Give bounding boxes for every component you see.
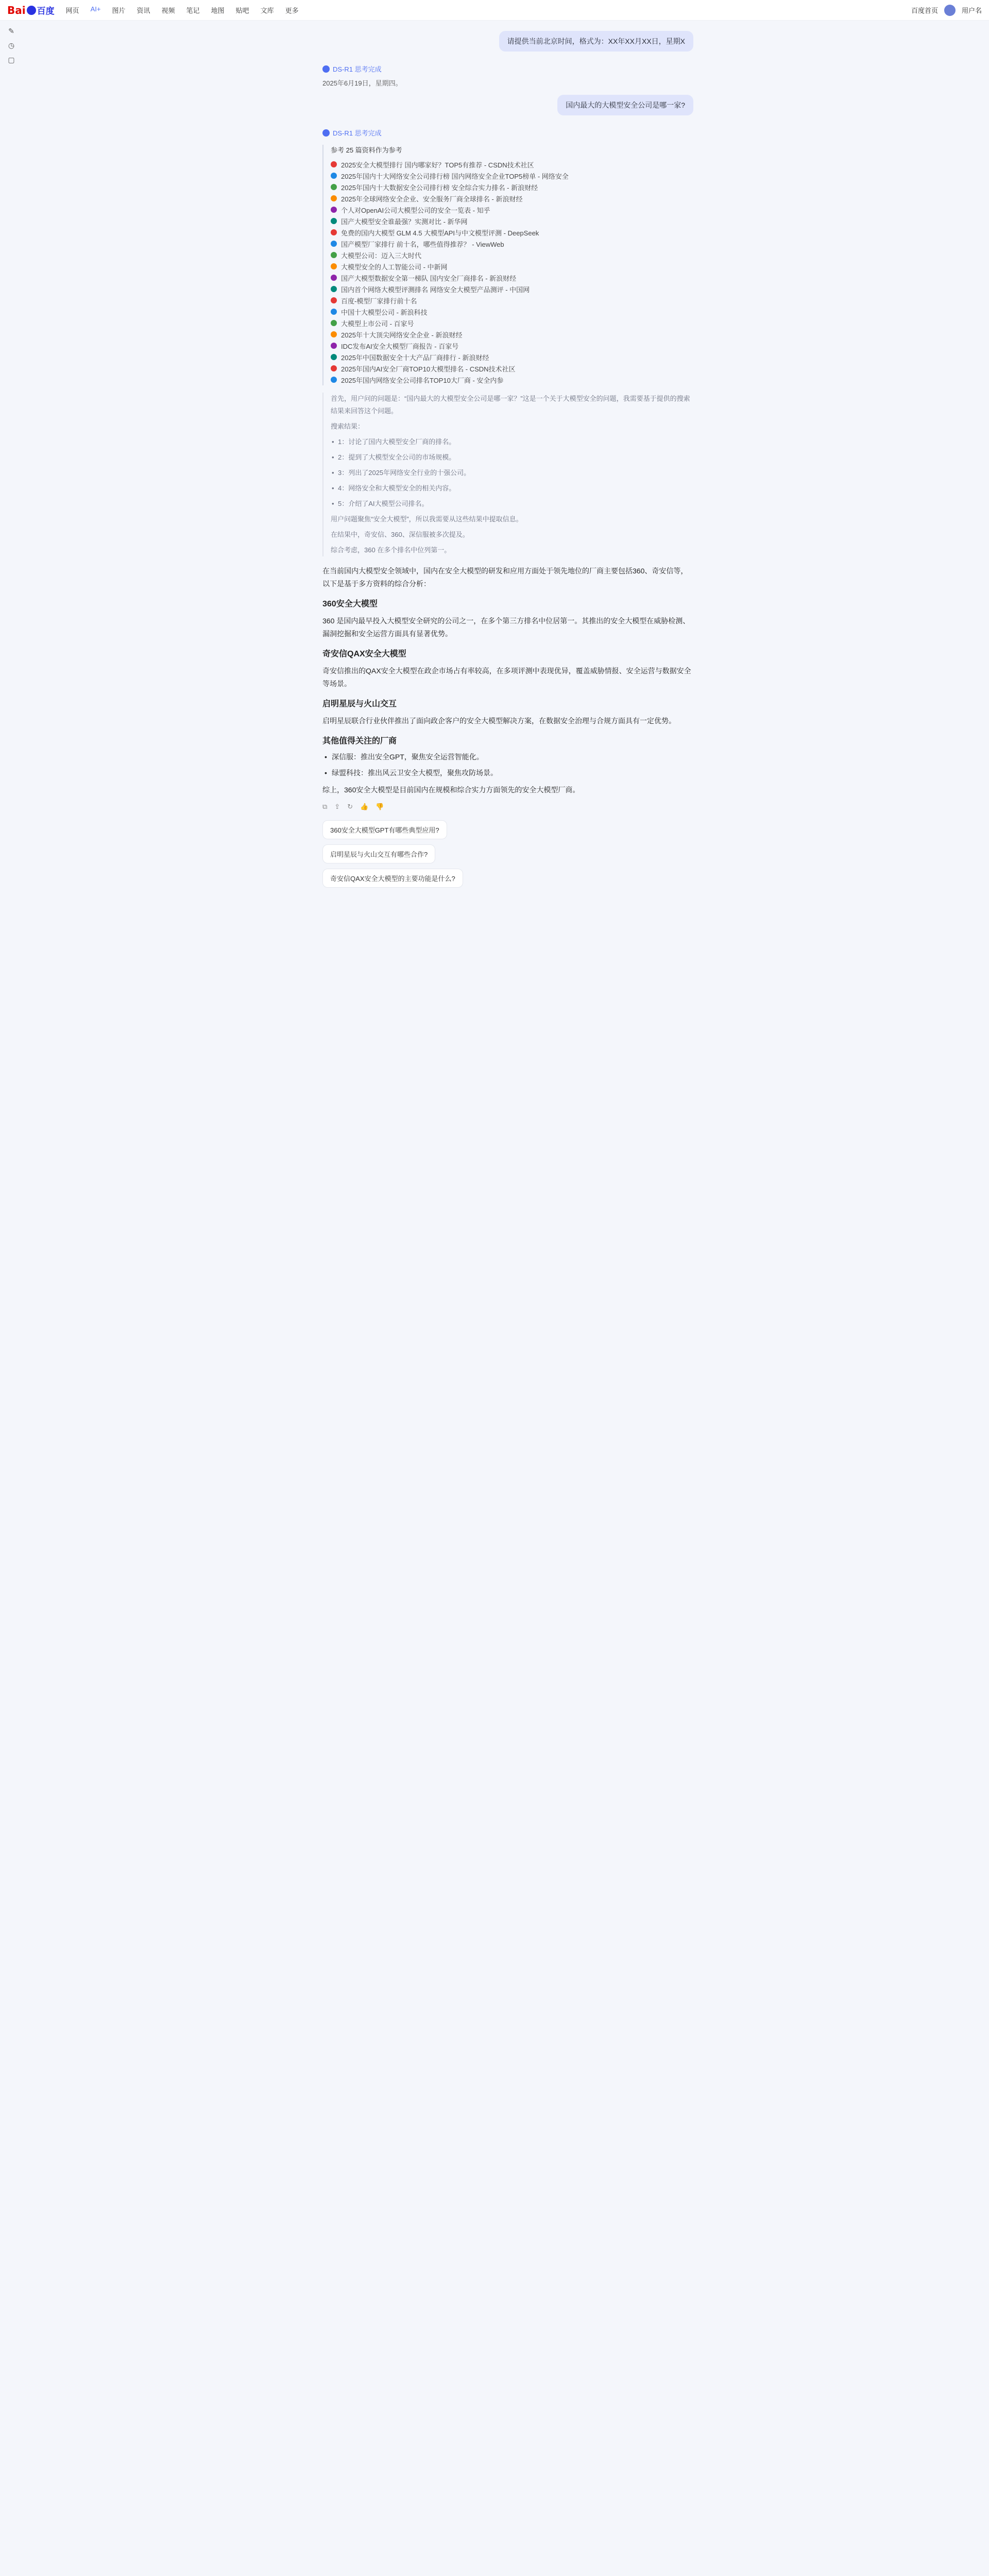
reference-item[interactable] [331, 329, 693, 340]
assistant-answer: 2025年6月19日，星期四。 [322, 79, 402, 87]
site-favicon-icon [331, 343, 337, 349]
top-bar [0, 0, 989, 21]
reference-item[interactable] [331, 340, 693, 351]
reference-title: 2025年国内十大数据安全公司排行榜 安全综合实力排名 - 新浪财经 [341, 183, 538, 192]
site-favicon-icon [331, 229, 337, 235]
reference-item[interactable] [331, 159, 693, 170]
site-favicon-icon [331, 275, 337, 281]
site-favicon-icon [331, 252, 337, 258]
reference-title: IDC发布AI安全大模型厂商报告 - 百家号 [341, 342, 459, 350]
reference-item[interactable] [331, 170, 693, 181]
reference-title: 大模型公司：迈入三大时代 [341, 251, 422, 260]
top-right [911, 5, 982, 16]
user-name[interactable]: 用户名 [961, 7, 982, 14]
references-heading[interactable]: 参考 25 篇资料作为参考 [331, 146, 402, 154]
answer-bullet: • 绿盟科技：推出风云卫安全大模型，聚焦攻防场景。 [322, 767, 693, 779]
think-paragraph: 综合考虑，360 在多个排名中位列第一。 [331, 546, 451, 554]
answer-outro: 综上，360安全大模型是目前国内在规模和综合实力方面领先的安全大模型厂商。 [322, 786, 580, 794]
reference-title: 免费的国内大模型 GLM 4.5 大模型API与中文模型评测 - DeepSeek [341, 229, 539, 237]
avatar[interactable] [944, 5, 956, 16]
nav-link-notes[interactable]: 笔记 [186, 7, 200, 14]
copy-icon[interactable]: ⧉ [322, 803, 328, 810]
reference-title: 国产模型厂家排行 前十名，哪些值得推荐？ - ViewWeb [341, 240, 504, 248]
site-favicon-icon [331, 263, 337, 269]
answer-paragraph: 启明星辰联合行业伙伴推出了面向政企客户的安全大模型解决方案，在数据安全治理与合规方面具有一定优势。 [322, 717, 676, 725]
reference-title: 国内首个网络大模型评测排名 网络安全大模型产品测评 - 中国网 [341, 285, 530, 294]
message-actions [322, 803, 693, 811]
site-favicon-icon [331, 173, 337, 179]
reference-item[interactable] [331, 295, 693, 306]
site-favicon-icon [331, 161, 337, 167]
reference-title: 个人对OpenAI公司大模型公司的安全一览表 - 知乎 [341, 206, 490, 214]
reference-item[interactable] [331, 374, 693, 385]
reference-title: 2025年全球网络安全企业、安全服务厂商全球排名 - 新浪财经 [341, 195, 523, 203]
share-icon[interactable]: ⇪ [334, 803, 340, 810]
thinking-status[interactable] [322, 128, 382, 138]
deepseek-icon [322, 129, 330, 137]
site-favicon-icon [331, 331, 337, 337]
site-favicon-icon [331, 354, 337, 360]
answer-intro: 在当前国内大模型安全领域中，国内在安全大模型的研发和应用方面处于领先地位的厂商主要包括360、奇安信等，以下是基于多方资料的综合分析： [322, 567, 688, 588]
nav-link-ai[interactable]: AI+ [90, 5, 101, 13]
suggestion-chip[interactable]: 奇安信QAX安全大模型的主要功能是什么? [322, 869, 463, 888]
answer-heading: 360安全大模型 [322, 600, 378, 608]
reference-title: 大模型上市公司 - 百家号 [341, 319, 414, 328]
think-item: • 2：提到了大模型安全公司的市场规模。 [331, 451, 693, 464]
think-paragraph: 用户问题聚焦“安全大模型”，所以我需要从这些结果中提取信息。 [331, 515, 523, 523]
reference-item[interactable] [331, 181, 693, 193]
think-item: • 3：列出了2025年网络安全行业的十强公司。 [331, 467, 693, 479]
reference-title: 国产大模型安全谁最强？实测对比 - 新华网 [341, 217, 468, 226]
thumb-down-icon[interactable]: 👎 [376, 803, 384, 810]
reference-title: 2025安全大模型排行 国内哪家好？TOP5有推荐 - CSDN技术社区 [341, 161, 534, 169]
nav-links [66, 5, 299, 15]
reference-title: 中国十大模型公司 - 新浪科技 [341, 308, 428, 316]
reference-item[interactable] [331, 238, 693, 249]
deepseek-icon [322, 65, 330, 73]
think-paragraph: 搜索结果： [331, 422, 365, 430]
reference-item[interactable] [331, 249, 693, 261]
nav-link-tieba[interactable]: 贴吧 [235, 7, 249, 14]
nav-link-news[interactable]: 资讯 [137, 7, 150, 14]
reference-title: 国产大模型数据安全第一梯队 国内安全厂商排名 - 新浪财经 [341, 274, 517, 282]
think-item: • 5：介绍了AI大模型公司排名。 [331, 498, 693, 510]
suggestion-chip[interactable]: 360安全大模型GPT有哪些典型应用? [322, 820, 447, 839]
site-favicon-icon [331, 218, 337, 224]
site-favicon-icon [331, 365, 337, 371]
thinking-status[interactable] [322, 64, 382, 74]
suggestions [322, 820, 693, 888]
thinking-process [322, 393, 693, 556]
nav-link-web[interactable]: 网页 [65, 7, 79, 14]
reference-item[interactable] [331, 261, 693, 272]
thinking-status-label: DS-R1 思考完成 [333, 129, 382, 137]
home-link[interactable]: 百度首页 [911, 7, 938, 14]
final-answer [322, 565, 693, 796]
answer-heading: 奇安信QAX安全大模型 [322, 650, 406, 658]
reference-title: 百度-模型厂家排行前十名 [341, 297, 417, 305]
answer-bullet: • 深信服：推出安全GPT，聚焦安全运营智能化。 [322, 751, 693, 764]
new-chat-icon[interactable]: ✎ [8, 27, 14, 35]
think-item: • 4：网络安全和大模型安全的相关内容。 [331, 482, 693, 495]
reference-title: 大模型安全的人工智能公司 - 中新网 [341, 263, 448, 271]
thumb-up-icon[interactable]: 👍 [360, 803, 369, 810]
history-icon[interactable]: ◷ [8, 41, 15, 49]
reference-item[interactable] [331, 215, 693, 227]
user-message: 国内最大的大模型安全公司是哪一家? [557, 95, 693, 115]
reference-item[interactable] [331, 193, 693, 204]
suggestion-chip[interactable]: 启明星辰与火山交互有哪些合作? [322, 844, 435, 863]
site-favicon-icon [331, 297, 337, 303]
reference-title: 2025年国内网络安全公司排名TOP10大厂商 - 安全内参 [341, 376, 504, 384]
nav-link-more[interactable]: 更多 [285, 7, 299, 14]
reference-title: 2025年国内十大网络安全公司排行榜 国内网络安全企业TOP5榜单 - 网络安全 [341, 172, 569, 180]
left-sidebar [0, 21, 23, 2576]
reference-title: 2025年十大顶尖网络安全企业 - 新浪财经 [341, 331, 463, 339]
user-message: 请提供当前北京时间，格式为：XX年XX月XX日，星期X [499, 31, 693, 52]
reference-item[interactable] [331, 363, 693, 374]
site-favicon-icon [331, 241, 337, 247]
nav-link-images[interactable]: 图片 [112, 7, 126, 14]
reference-item[interactable] [331, 317, 693, 329]
site-favicon-icon [331, 195, 337, 201]
reference-item[interactable] [331, 204, 693, 215]
reference-item[interactable] [331, 272, 693, 283]
think-paragraph: 在结果中，奇安信、360、深信服被多次提及。 [331, 531, 469, 538]
reference-item[interactable] [331, 227, 693, 238]
reference-title: 2025年国内AI安全厂商TOP10大模型排名 - CSDN技术社区 [341, 365, 516, 373]
reference-item[interactable] [331, 283, 693, 295]
references-list [322, 145, 693, 385]
site-favicon-icon [331, 377, 337, 383]
chat-thread [322, 31, 693, 893]
nav-link-map[interactable]: 地图 [211, 7, 225, 14]
baidu-logo[interactable]: Bai 百度 [7, 4, 55, 16]
reference-item[interactable] [331, 306, 693, 317]
site-favicon-icon [331, 286, 337, 292]
answer-heading: 其他值得关注的厂商 [322, 737, 397, 745]
reference-title: 2025年中国数据安全十大产品厂商排行 - 新浪财经 [341, 353, 489, 362]
thinking-status-label: DS-R1 思考完成 [333, 65, 382, 73]
nav-link-video[interactable]: 视频 [161, 7, 175, 14]
folder-icon[interactable]: ▢ [8, 56, 15, 64]
answer-paragraph: 360 是国内最早投入大模型安全研究的公司之一，在多个第三方排名中位居第一。其推出的安全大模型在威胁检测、漏洞挖掘和安全运营方面具有显著优势。 [322, 617, 690, 638]
site-favicon-icon [331, 184, 337, 190]
site-favicon-icon [331, 309, 337, 315]
nav-link-wenku[interactable]: 文库 [260, 7, 274, 14]
site-favicon-icon [331, 320, 337, 326]
think-item: • 1：讨论了国内大模型安全厂商的排名。 [331, 436, 693, 448]
regenerate-icon[interactable]: ↻ [347, 803, 353, 810]
answer-heading: 启明星辰与火山交互 [322, 700, 397, 708]
reference-item[interactable] [331, 351, 693, 363]
site-favicon-icon [331, 207, 337, 213]
think-paragraph: 首先，用户问的问题是：“国内最大的大模型安全公司是哪一家？”这是一个关于大模型安全的问题，我需要基于提供的搜索结果来回答这个问题。 [331, 395, 690, 415]
answer-paragraph: 奇安信推出的QAX安全大模型在政企市场占有率较高，在多项评测中表现优异，覆盖威胁情报、安全运营与数据安全等场景。 [322, 667, 691, 688]
